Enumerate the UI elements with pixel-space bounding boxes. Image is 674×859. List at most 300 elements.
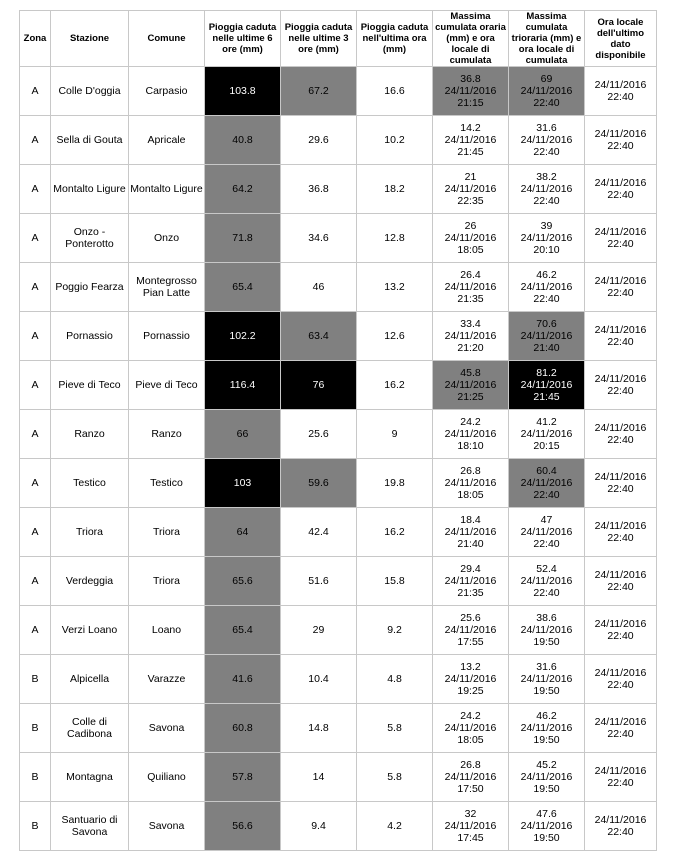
- max-3hourly-cell-max3: 39: [540, 220, 553, 232]
- last-data-cell: [585, 606, 657, 655]
- max-3hourly-cell-max3: 81.2: [536, 367, 557, 379]
- rain-3h-cell: 14.8: [281, 704, 357, 753]
- max-3hourly-cell: [509, 606, 585, 655]
- max-hourly-cell-max1: 24.2: [460, 710, 481, 722]
- max-3hourly-cell-max3-date: 24/11/2016: [520, 428, 573, 440]
- max-3hourly-cell-max3-date: 24/11/2016: [520, 771, 573, 783]
- max-3hourly-cell-max3: 41.2: [536, 416, 557, 428]
- rain-6h-cell: 71.8: [205, 214, 281, 263]
- comune-cell: Triora: [129, 557, 205, 606]
- max-hourly-cell: [433, 67, 509, 116]
- max-3hourly-cell: [509, 557, 585, 606]
- zona-cell: A: [20, 165, 51, 214]
- header-zona: Zona: [20, 11, 51, 67]
- zona-cell: A: [20, 361, 51, 410]
- max-hourly-cell-max1: 29.4: [460, 563, 481, 575]
- last-data-cell-last-time: 22:40: [607, 679, 634, 691]
- max-hourly-cell: [433, 263, 509, 312]
- table-row: [20, 557, 657, 606]
- last-data-cell-last-time: 22:40: [607, 483, 634, 495]
- max-3hourly-cell: [509, 753, 585, 802]
- table-row: [20, 802, 657, 851]
- max-hourly-cell-max1-date: 24/11/2016: [444, 575, 497, 587]
- rain-1h-cell: 9: [357, 410, 433, 459]
- comune-cell: Loano: [129, 606, 205, 655]
- rain-3h-cell: 25.6: [281, 410, 357, 459]
- max-hourly-cell-max1: 36.8: [460, 73, 481, 85]
- max-hourly-cell-max1-date: 24/11/2016: [444, 183, 497, 195]
- max-hourly-cell-max1-date: 24/11/2016: [444, 526, 497, 538]
- max-hourly-cell-max1-date: 24/11/2016: [444, 771, 497, 783]
- rain-1h-cell: 16.6: [357, 67, 433, 116]
- max-3hourly-cell: [509, 410, 585, 459]
- zona-cell: A: [20, 459, 51, 508]
- max-3hourly-cell-max3-date: 24/11/2016: [520, 820, 573, 832]
- max-3hourly-cell: [509, 802, 585, 851]
- max-hourly-cell: [433, 410, 509, 459]
- table-row: [20, 459, 657, 508]
- rain-1h-cell: 12.6: [357, 312, 433, 361]
- max-hourly-cell-max1: 21: [464, 171, 477, 183]
- rain-1h-cell: 12.8: [357, 214, 433, 263]
- max-3hourly-cell: [509, 67, 585, 116]
- rain-3h-cell: 34.6: [281, 214, 357, 263]
- max-hourly-cell-max1-time: 21:25: [457, 391, 484, 403]
- max-3hourly-cell-max3: 31.6: [536, 661, 557, 673]
- rain-1h-cell: 16.2: [357, 508, 433, 557]
- max-hourly-cell-max1-date: 24/11/2016: [444, 85, 497, 97]
- max-3hourly-cell-max3-date: 24/11/2016: [520, 477, 573, 489]
- last-data-cell-last-time: 22:40: [607, 728, 634, 740]
- comune-cell: Onzo: [129, 214, 205, 263]
- max-3hourly-cell: [509, 704, 585, 753]
- max-hourly-cell-max1-time: 18:10: [457, 440, 484, 452]
- max-hourly-cell-max1-date: 24/11/2016: [444, 428, 497, 440]
- zona-cell: B: [20, 753, 51, 802]
- max-hourly-cell-max1-date: 24/11/2016: [444, 281, 497, 293]
- rain-1h-cell: 4.8: [357, 655, 433, 704]
- zona-cell: A: [20, 67, 51, 116]
- last-data-cell-last-time: 22:40: [607, 336, 634, 348]
- last-data-cell: [585, 459, 657, 508]
- stazione-cell: Sella di Gouta: [51, 116, 129, 165]
- last-data-cell: [585, 410, 657, 459]
- last-data-cell-last-date: 24/11/2016: [594, 177, 647, 189]
- max-hourly-cell-max1-time: 18:05: [457, 489, 484, 501]
- last-data-cell-last-time: 22:40: [607, 91, 634, 103]
- table-row: [20, 214, 657, 263]
- max-3hourly-cell: [509, 655, 585, 704]
- max-3hourly-cell-max3-date: 24/11/2016: [520, 379, 573, 391]
- last-data-cell: [585, 802, 657, 851]
- table-row: [20, 263, 657, 312]
- max-3hourly-cell-max3: 46.2: [536, 269, 557, 281]
- max-hourly-cell: [433, 606, 509, 655]
- last-data-cell-last-time: 22:40: [607, 434, 634, 446]
- last-data-cell-last-time: 22:40: [607, 140, 634, 152]
- comune-cell: Ranzo: [129, 410, 205, 459]
- rain-6h-cell: 65.4: [205, 606, 281, 655]
- rain-6h-cell: 64.2: [205, 165, 281, 214]
- max-hourly-cell-max1: 26.4: [460, 269, 481, 281]
- stazione-cell: Montagna: [51, 753, 129, 802]
- table-row: [20, 704, 657, 753]
- rain-6h-cell: 116.4: [205, 361, 281, 410]
- rain-6h-cell: 40.8: [205, 116, 281, 165]
- rain-6h-cell: 65.6: [205, 557, 281, 606]
- last-data-cell-last-date: 24/11/2016: [594, 79, 647, 91]
- header-rain-1h: Pioggia caduta nell'ultima ora (mm): [357, 11, 433, 67]
- rain-3h-cell: 10.4: [281, 655, 357, 704]
- max-hourly-cell-max1-time: 22:35: [457, 195, 484, 207]
- zona-cell: B: [20, 704, 51, 753]
- max-3hourly-cell-max3-date: 24/11/2016: [520, 281, 573, 293]
- table-row: [20, 753, 657, 802]
- rain-3h-cell: 59.6: [281, 459, 357, 508]
- rain-3h-cell: 36.8: [281, 165, 357, 214]
- stazione-cell: Poggio Fearza: [51, 263, 129, 312]
- max-hourly-cell-max1: 33.4: [460, 318, 481, 330]
- max-3hourly-cell-max3-time: 22:40: [533, 146, 560, 158]
- max-3hourly-cell-max3-time: 21:40: [533, 342, 560, 354]
- zona-cell: B: [20, 655, 51, 704]
- max-3hourly-cell: [509, 508, 585, 557]
- last-data-cell: [585, 263, 657, 312]
- header-row: [20, 11, 657, 67]
- max-hourly-cell-max1-time: 17:50: [457, 783, 484, 795]
- table-row: [20, 361, 657, 410]
- max-hourly-cell-max1: 24.2: [460, 416, 481, 428]
- last-data-cell: [585, 312, 657, 361]
- max-3hourly-cell-max3-date: 24/11/2016: [520, 232, 573, 244]
- max-hourly-cell-max1-time: 21:35: [457, 293, 484, 305]
- comune-cell: Montegrosso Pian Latte: [129, 263, 205, 312]
- rain-6h-cell: 57.8: [205, 753, 281, 802]
- last-data-cell: [585, 557, 657, 606]
- last-data-cell-last-date: 24/11/2016: [594, 520, 647, 532]
- max-3hourly-cell-max3-time: 19:50: [533, 636, 560, 648]
- max-hourly-cell: [433, 802, 509, 851]
- header-max-hourly: Massima cumulata oraria (mm) e ora locale di cumulata: [433, 11, 509, 67]
- max-3hourly-cell-max3-time: 20:10: [533, 244, 560, 256]
- max-3hourly-cell-max3-time: 20:15: [533, 440, 560, 452]
- stazione-cell: Pornassio: [51, 312, 129, 361]
- max-3hourly-cell-max3: 47: [540, 514, 553, 526]
- zona-cell: A: [20, 410, 51, 459]
- rain-1h-cell: 5.8: [357, 753, 433, 802]
- last-data-cell-last-date: 24/11/2016: [594, 422, 647, 434]
- last-data-cell: [585, 116, 657, 165]
- table-row: [20, 67, 657, 116]
- rain-3h-cell: 29: [281, 606, 357, 655]
- max-hourly-cell: [433, 557, 509, 606]
- max-hourly-cell-max1-time: 18:05: [457, 244, 484, 256]
- max-hourly-cell-max1-time: 21:15: [457, 97, 484, 109]
- table-body: [20, 67, 657, 851]
- max-hourly-cell: [433, 116, 509, 165]
- last-data-cell-last-time: 22:40: [607, 630, 634, 642]
- rain-3h-cell: 14: [281, 753, 357, 802]
- last-data-cell-last-time: 22:40: [607, 189, 634, 201]
- comune-cell: Savona: [129, 704, 205, 753]
- rain-3h-cell: 76: [281, 361, 357, 410]
- max-hourly-cell: [433, 459, 509, 508]
- comune-cell: Pieve di Teco: [129, 361, 205, 410]
- max-hourly-cell-max1-date: 24/11/2016: [444, 330, 497, 342]
- max-hourly-cell: [433, 361, 509, 410]
- rain-1h-cell: 13.2: [357, 263, 433, 312]
- max-3hourly-cell-max3: 38.6: [536, 612, 557, 624]
- max-hourly-cell-max1: 26.8: [460, 759, 481, 771]
- last-data-cell-last-time: 22:40: [607, 238, 634, 250]
- last-data-cell-last-date: 24/11/2016: [594, 814, 647, 826]
- max-3hourly-cell: [509, 214, 585, 263]
- max-hourly-cell-max1-time: 18:05: [457, 734, 484, 746]
- last-data-cell-last-date: 24/11/2016: [594, 275, 647, 287]
- comune-cell: Montalto Ligure: [129, 165, 205, 214]
- max-hourly-cell-max1-date: 24/11/2016: [444, 232, 497, 244]
- max-3hourly-cell: [509, 263, 585, 312]
- header-last-data: Ora locale dell'ultimo dato disponibile: [585, 11, 657, 67]
- rain-1h-cell: 19.8: [357, 459, 433, 508]
- rain-6h-cell: 103: [205, 459, 281, 508]
- last-data-cell-last-date: 24/11/2016: [594, 618, 647, 630]
- max-hourly-cell-max1-date: 24/11/2016: [444, 820, 497, 832]
- last-data-cell: [585, 508, 657, 557]
- rain-1h-cell: 18.2: [357, 165, 433, 214]
- last-data-cell-last-date: 24/11/2016: [594, 128, 647, 140]
- max-3hourly-cell-max3: 70.6: [536, 318, 557, 330]
- comune-cell: Savona: [129, 802, 205, 851]
- rain-1h-cell: 9.2: [357, 606, 433, 655]
- max-3hourly-cell-max3: 47.6: [536, 808, 557, 820]
- max-3hourly-cell-max3: 60.4: [536, 465, 557, 477]
- rain-6h-cell: 56.6: [205, 802, 281, 851]
- last-data-cell: [585, 753, 657, 802]
- max-hourly-cell-max1-date: 24/11/2016: [444, 134, 497, 146]
- max-3hourly-cell-max3-time: 22:40: [533, 293, 560, 305]
- rain-1h-cell: 4.2: [357, 802, 433, 851]
- rain-1h-cell: 5.8: [357, 704, 433, 753]
- stazione-cell: Colle di Cadibona: [51, 704, 129, 753]
- rain-3h-cell: 63.4: [281, 312, 357, 361]
- last-data-cell: [585, 165, 657, 214]
- max-3hourly-cell-max3-time: 22:40: [533, 489, 560, 501]
- zona-cell: B: [20, 802, 51, 851]
- max-hourly-cell-max1-date: 24/11/2016: [444, 624, 497, 636]
- max-hourly-cell-max1: 32: [464, 808, 477, 820]
- max-3hourly-cell-max3-time: 21:45: [533, 391, 560, 403]
- header-rain-6h: Pioggia caduta nelle ultime 6 ore (mm): [205, 11, 281, 67]
- stazione-cell: Testico: [51, 459, 129, 508]
- max-hourly-cell: [433, 655, 509, 704]
- max-3hourly-cell-max3-date: 24/11/2016: [520, 85, 573, 97]
- max-3hourly-cell-max3: 45.2: [536, 759, 557, 771]
- rain-3h-cell: 46: [281, 263, 357, 312]
- table-header: [20, 11, 657, 67]
- last-data-cell: [585, 361, 657, 410]
- max-3hourly-cell-max3-date: 24/11/2016: [520, 134, 573, 146]
- max-3hourly-cell-max3: 69: [540, 73, 553, 85]
- max-3hourly-cell-max3-time: 19:50: [533, 685, 560, 697]
- rain-3h-cell: 29.6: [281, 116, 357, 165]
- rain-3h-cell: 42.4: [281, 508, 357, 557]
- max-hourly-cell-max1: 14.2: [460, 122, 481, 134]
- max-hourly-cell: [433, 753, 509, 802]
- max-3hourly-cell-max3-time: 19:50: [533, 832, 560, 844]
- max-3hourly-cell-max3-time: 22:40: [533, 587, 560, 599]
- max-hourly-cell-max1-time: 21:45: [457, 146, 484, 158]
- comune-cell: Triora: [129, 508, 205, 557]
- rain-1h-cell: 15.8: [357, 557, 433, 606]
- table-row: [20, 165, 657, 214]
- last-data-cell: [585, 67, 657, 116]
- last-data-cell-last-date: 24/11/2016: [594, 765, 647, 777]
- stazione-cell: Montalto Ligure: [51, 165, 129, 214]
- header-comune: Comune: [129, 11, 205, 67]
- table-row: [20, 116, 657, 165]
- last-data-cell-last-date: 24/11/2016: [594, 471, 647, 483]
- comune-cell: Varazze: [129, 655, 205, 704]
- last-data-cell-last-date: 24/11/2016: [594, 324, 647, 336]
- max-hourly-cell-max1: 26.8: [460, 465, 481, 477]
- max-3hourly-cell: [509, 312, 585, 361]
- last-data-cell-last-time: 22:40: [607, 826, 634, 838]
- stazione-cell: Alpicella: [51, 655, 129, 704]
- comune-cell: Quiliano: [129, 753, 205, 802]
- max-3hourly-cell-max3-date: 24/11/2016: [520, 624, 573, 636]
- zona-cell: A: [20, 263, 51, 312]
- stazione-cell: Verdeggia: [51, 557, 129, 606]
- rain-6h-cell: 102.2: [205, 312, 281, 361]
- zona-cell: A: [20, 508, 51, 557]
- rain-6h-cell: 66: [205, 410, 281, 459]
- zona-cell: A: [20, 606, 51, 655]
- stazione-cell: Verzi Loano: [51, 606, 129, 655]
- max-3hourly-cell-max3: 52.4: [536, 563, 557, 575]
- rain-6h-cell: 41.6: [205, 655, 281, 704]
- rain-6h-cell: 103.8: [205, 67, 281, 116]
- max-3hourly-cell: [509, 165, 585, 214]
- max-hourly-cell: [433, 508, 509, 557]
- table-row: [20, 508, 657, 557]
- max-hourly-cell-max1-date: 24/11/2016: [444, 379, 497, 391]
- rain-1h-cell: 16.2: [357, 361, 433, 410]
- rainfall-table: [19, 10, 657, 851]
- stazione-cell: Ranzo: [51, 410, 129, 459]
- max-hourly-cell-max1-time: 21:20: [457, 342, 484, 354]
- zona-cell: A: [20, 557, 51, 606]
- last-data-cell-last-date: 24/11/2016: [594, 569, 647, 581]
- max-3hourly-cell: [509, 116, 585, 165]
- last-data-cell: [585, 704, 657, 753]
- header-max-3hourly: Massima cumulata trioraria (mm) e ora locale di cumulata: [509, 11, 585, 67]
- rain-6h-cell: 65.4: [205, 263, 281, 312]
- table-row: [20, 312, 657, 361]
- max-hourly-cell-max1-date: 24/11/2016: [444, 477, 497, 489]
- comune-cell: Pornassio: [129, 312, 205, 361]
- max-3hourly-cell-max3: 38.2: [536, 171, 557, 183]
- max-hourly-cell: [433, 312, 509, 361]
- max-hourly-cell-max1: 18.4: [460, 514, 481, 526]
- max-hourly-cell-max1-date: 24/11/2016: [444, 673, 497, 685]
- table-row: [20, 410, 657, 459]
- last-data-cell: [585, 655, 657, 704]
- max-3hourly-cell-max3: 31.6: [536, 122, 557, 134]
- stazione-cell: Pieve di Teco: [51, 361, 129, 410]
- max-hourly-cell: [433, 704, 509, 753]
- last-data-cell-last-date: 24/11/2016: [594, 373, 647, 385]
- max-hourly-cell-max1-time: 17:45: [457, 832, 484, 844]
- rain-6h-cell: 60.8: [205, 704, 281, 753]
- max-3hourly-cell-max3-date: 24/11/2016: [520, 673, 573, 685]
- header-rain-3h: Pioggia caduta nelle ultime 3 ore (mm): [281, 11, 357, 67]
- stazione-cell: Onzo - Ponterotto: [51, 214, 129, 263]
- last-data-cell-last-date: 24/11/2016: [594, 667, 647, 679]
- zona-cell: A: [20, 116, 51, 165]
- comune-cell: Carpasio: [129, 67, 205, 116]
- stazione-cell: Triora: [51, 508, 129, 557]
- max-hourly-cell: [433, 165, 509, 214]
- max-hourly-cell-max1-date: 24/11/2016: [444, 722, 497, 734]
- max-hourly-cell-max1: 13.2: [460, 661, 481, 673]
- last-data-cell-last-time: 22:40: [607, 777, 634, 789]
- max-3hourly-cell-max3-date: 24/11/2016: [520, 526, 573, 538]
- rain-3h-cell: 51.6: [281, 557, 357, 606]
- max-3hourly-cell: [509, 459, 585, 508]
- max-hourly-cell-max1: 25.6: [460, 612, 481, 624]
- max-3hourly-cell-max3-date: 24/11/2016: [520, 330, 573, 342]
- header-stazione: Stazione: [51, 11, 129, 67]
- last-data-cell-last-time: 22:40: [607, 385, 634, 397]
- max-hourly-cell-max1-time: 21:40: [457, 538, 484, 550]
- max-hourly-cell-max1: 45.8: [460, 367, 481, 379]
- last-data-cell-last-time: 22:40: [607, 287, 634, 299]
- max-hourly-cell-max1-time: 21:35: [457, 587, 484, 599]
- max-3hourly-cell-max3-time: 19:50: [533, 783, 560, 795]
- max-3hourly-cell-max3-time: 22:40: [533, 97, 560, 109]
- max-hourly-cell-max1-time: 19:25: [457, 685, 484, 697]
- max-3hourly-cell-max3-time: 22:40: [533, 195, 560, 207]
- max-3hourly-cell-max3-date: 24/11/2016: [520, 183, 573, 195]
- last-data-cell: [585, 214, 657, 263]
- last-data-cell-last-date: 24/11/2016: [594, 716, 647, 728]
- max-hourly-cell-max1: 26: [464, 220, 477, 232]
- rain-1h-cell: 10.2: [357, 116, 433, 165]
- stazione-cell: Santuario di Savona: [51, 802, 129, 851]
- last-data-cell-last-time: 22:40: [607, 532, 634, 544]
- last-data-cell-last-date: 24/11/2016: [594, 226, 647, 238]
- zona-cell: A: [20, 214, 51, 263]
- table-row: [20, 655, 657, 704]
- max-3hourly-cell-max3-time: 22:40: [533, 538, 560, 550]
- comune-cell: Testico: [129, 459, 205, 508]
- stazione-cell: Colle D'oggia: [51, 67, 129, 116]
- last-data-cell-last-time: 22:40: [607, 581, 634, 593]
- max-3hourly-cell-max3: 46.2: [536, 710, 557, 722]
- table-row: [20, 606, 657, 655]
- rain-3h-cell: 67.2: [281, 67, 357, 116]
- max-hourly-cell-max1-time: 17:55: [457, 636, 484, 648]
- rain-6h-cell: 64: [205, 508, 281, 557]
- max-3hourly-cell-max3-date: 24/11/2016: [520, 575, 573, 587]
- max-3hourly-cell-max3-time: 19:50: [533, 734, 560, 746]
- zona-cell: A: [20, 312, 51, 361]
- rain-3h-cell: 9.4: [281, 802, 357, 851]
- max-3hourly-cell: [509, 361, 585, 410]
- max-3hourly-cell-max3-date: 24/11/2016: [520, 722, 573, 734]
- comune-cell: Apricale: [129, 116, 205, 165]
